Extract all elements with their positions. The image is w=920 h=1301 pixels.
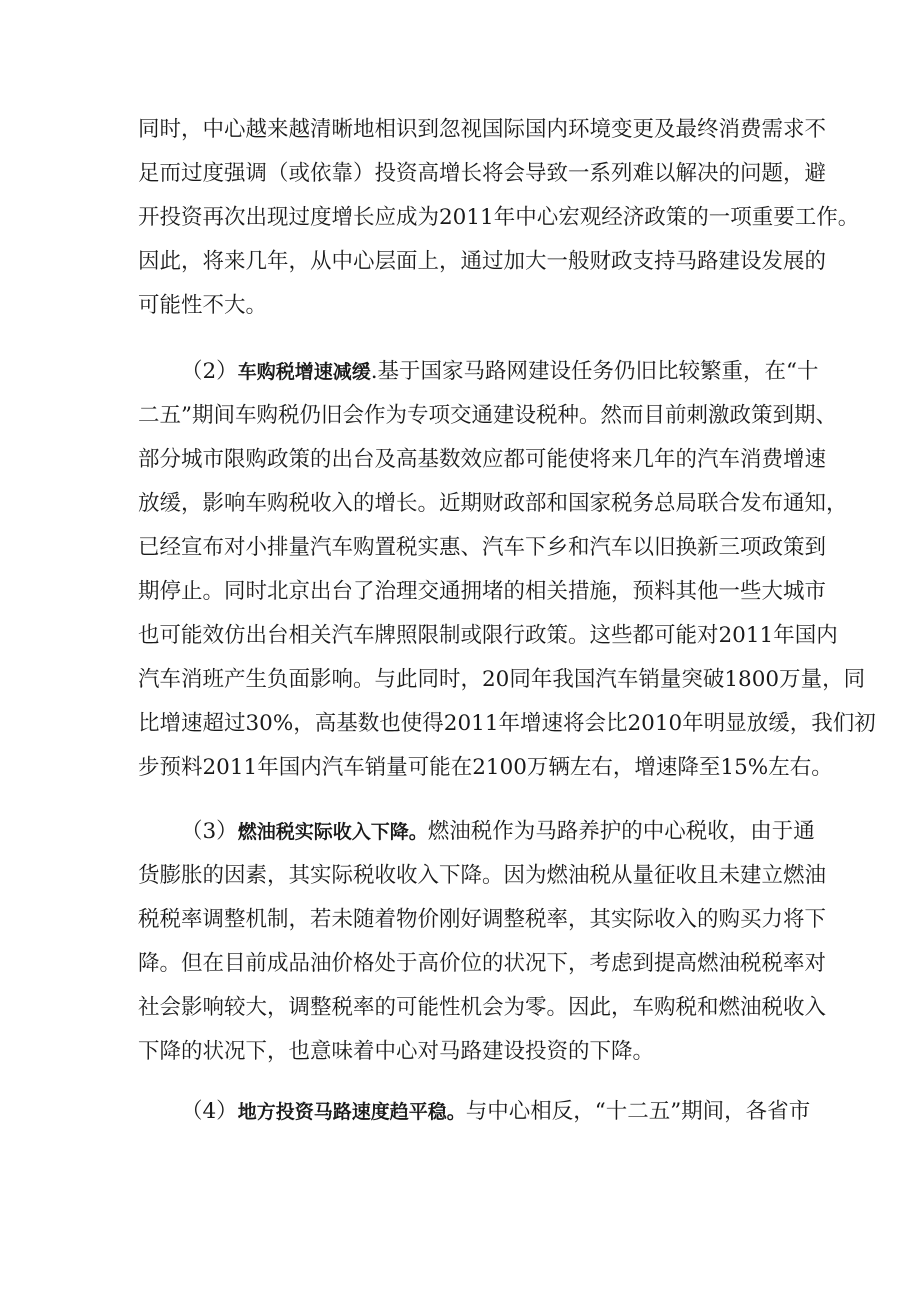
paragraph-3 <box>138 810 827 1074</box>
paragraph-3-line-1-rest: 燃油税作为马路养护的中心税收，由于通 <box>427 819 815 844</box>
paragraph-3-line-4: 降。但在目前成品油价格处于高价位的状况下，考虑到提高燃油税税率对 <box>138 951 827 976</box>
section-heading-3: 燃油税实际收入下降。 <box>237 821 428 843</box>
paragraph-4-line-1-rest: 与中心相反，“十二五”期间，各省市 <box>465 1099 811 1124</box>
item-number-4: （4） <box>181 1099 238 1124</box>
paragraph-1-line-4: 因此，将来几年，从中心层面上，通过加大一般财政支持马路建设发展的 <box>138 249 827 274</box>
paragraph-2-line-3: 部分城市限购政策的出台及高基数效应都可能使将来几年的汽车消费增速 <box>138 447 827 472</box>
paragraph-3-line-6: 下降的状况下，也意味着中心对马路建设投资的下降。 <box>138 1039 655 1064</box>
paragraph-1 <box>138 108 860 328</box>
paragraph-4 <box>138 1090 811 1134</box>
paragraph-4-line-1 <box>138 1090 811 1134</box>
item-number-2: （2） <box>181 359 238 384</box>
paragraph-3-line-2: 货膨胀的因素，其实际税收收入下降。因为燃油税从量征收且未建立燃油 <box>138 863 827 888</box>
paragraph-2-line-7: 也可能效仿出台相关汽车牌照限制或限行政策。这些都可能对2011年国内 <box>138 623 838 648</box>
paragraph-1-line-5: 可能性不大。 <box>138 293 268 318</box>
item-number-3: （3） <box>181 819 238 844</box>
section-heading-2: 车购税增速减缓 <box>237 361 371 383</box>
paragraph-2-line-9: 比增速超过30%，高基数也使得2011年增速将会比2010年明显放缓，我们初 <box>138 711 876 736</box>
paragraph-2-line-5: 已经宣布对小排量汽车购置税实惠、汽车下乡和汽车以旧换新三项政策到 <box>138 535 827 560</box>
paragraph-2-line-1-rest: .基于国家马路网建设任务仍旧比较繁重，在“十 <box>370 359 819 384</box>
paragraph-2-line-4: 放缓，影响车购税收入的增长。近期财政部和国家税务总局联合发布通知， <box>138 491 848 516</box>
paragraph-2-line-8: 汽车消班产生负面影响。与此同时，20同年我国汽车销量突破1800万量，同 <box>138 667 866 692</box>
paragraph-3-line-1 <box>138 810 815 854</box>
paragraph-1-line-1: 同时，中心越来越清晰地相识到忽视国际国内环境变更及最终消费需求不 <box>138 117 827 142</box>
paragraph-2-line-2: 二五”期间车购税仍旧会作为专项交通建设税种。然而目前刺激政策到期、 <box>138 403 837 428</box>
document-body <box>138 108 876 1134</box>
paragraph-2 <box>138 350 876 790</box>
section-heading-4: 地方投资马路速度趋平稳。 <box>237 1101 466 1123</box>
paragraph-2-line-6: 期停止。同时北京出台了治理交通拥堵的相关措施，预料其他一些大城市 <box>138 579 827 604</box>
paragraph-3-line-5: 社会影响较大，调整税率的可能性机会为零。因此，车购税和燃油税收入 <box>138 995 827 1020</box>
paragraph-1-line-3: 开投资再次出现过度增长应成为2011年中心宏观经济政策的一项重要工作。 <box>138 205 860 230</box>
paragraph-2-line-1 <box>138 350 819 394</box>
paragraph-1-line-2: 足而过度强调（或依靠）投资高增长将会导致一系列难以解决的问题，避 <box>138 161 827 186</box>
paragraph-3-line-3: 税税率调整机制，若未随着物价刚好调整税率，其实际收入的购买力将下 <box>138 907 827 932</box>
paragraph-2-line-10: 步预料2011年国内汽车销量可能在2100万辆左右，增速降至15%左右。 <box>138 755 833 780</box>
